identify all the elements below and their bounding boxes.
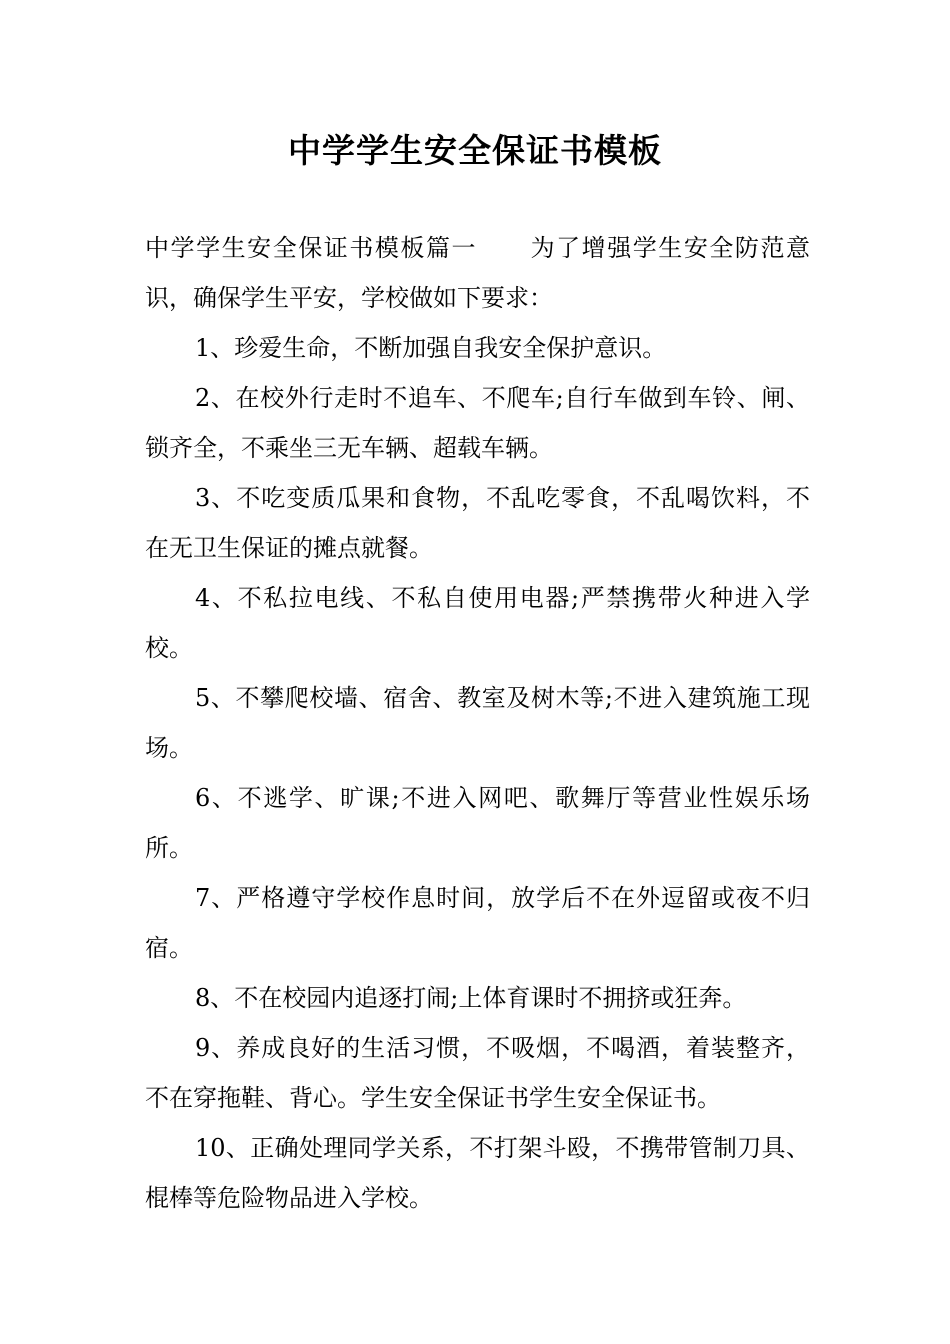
list-item: 8、不在校园内追逐打闹;上体育课时不拥挤或狂奔。	[195, 984, 747, 1012]
list-item: 5、不攀爬校墙、宿舍、教室及树木等;不进入建筑施工现场。	[145, 684, 810, 762]
intro-paragraph	[145, 223, 810, 323]
list-item: 7、严格遵守学校作息时间，放学后不在外逗留或夜不归宿。	[145, 884, 810, 962]
intro-heading: 中学学生安全保证书模板篇一	[145, 234, 478, 262]
list-item: 9、养成良好的生活习惯，不吸烟，不喝酒，着装整齐，不在穿拖鞋、背心。学生安全保证书学生安全保证书。	[145, 1034, 810, 1112]
list-item: 2、在校外行走时不追车、不爬车;自行车做到车铃、闸、锁齐全，不乘坐三无车辆、超载车辆。	[145, 384, 810, 462]
list-item: 4、不私拉电线、不私自使用电器;严禁携带火种进入学校。	[145, 584, 810, 662]
list-item: 6、不逃学、旷课;不进入网吧、歌舞厅等营业性娱乐场所。	[145, 784, 810, 862]
intro-text: 为了增强学生安全防范意识，确保学生平安，学校做如下要求：	[145, 234, 811, 312]
list-item: 10、正确处理同学关系，不打架斗殴，不携带管制刀具、棍棒等危险物品进入学校。	[145, 1134, 810, 1212]
document-title: 中学学生安全保证书模板	[288, 131, 662, 170]
document-body	[145, 223, 810, 1223]
list-item: 1、珍爱生命，不断加强自我安全保护意识。	[195, 334, 667, 362]
list-item: 3、不吃变质瓜果和食物，不乱吃零食，不乱喝饮料，不在无卫生保证的摊点就餐。	[145, 484, 810, 562]
